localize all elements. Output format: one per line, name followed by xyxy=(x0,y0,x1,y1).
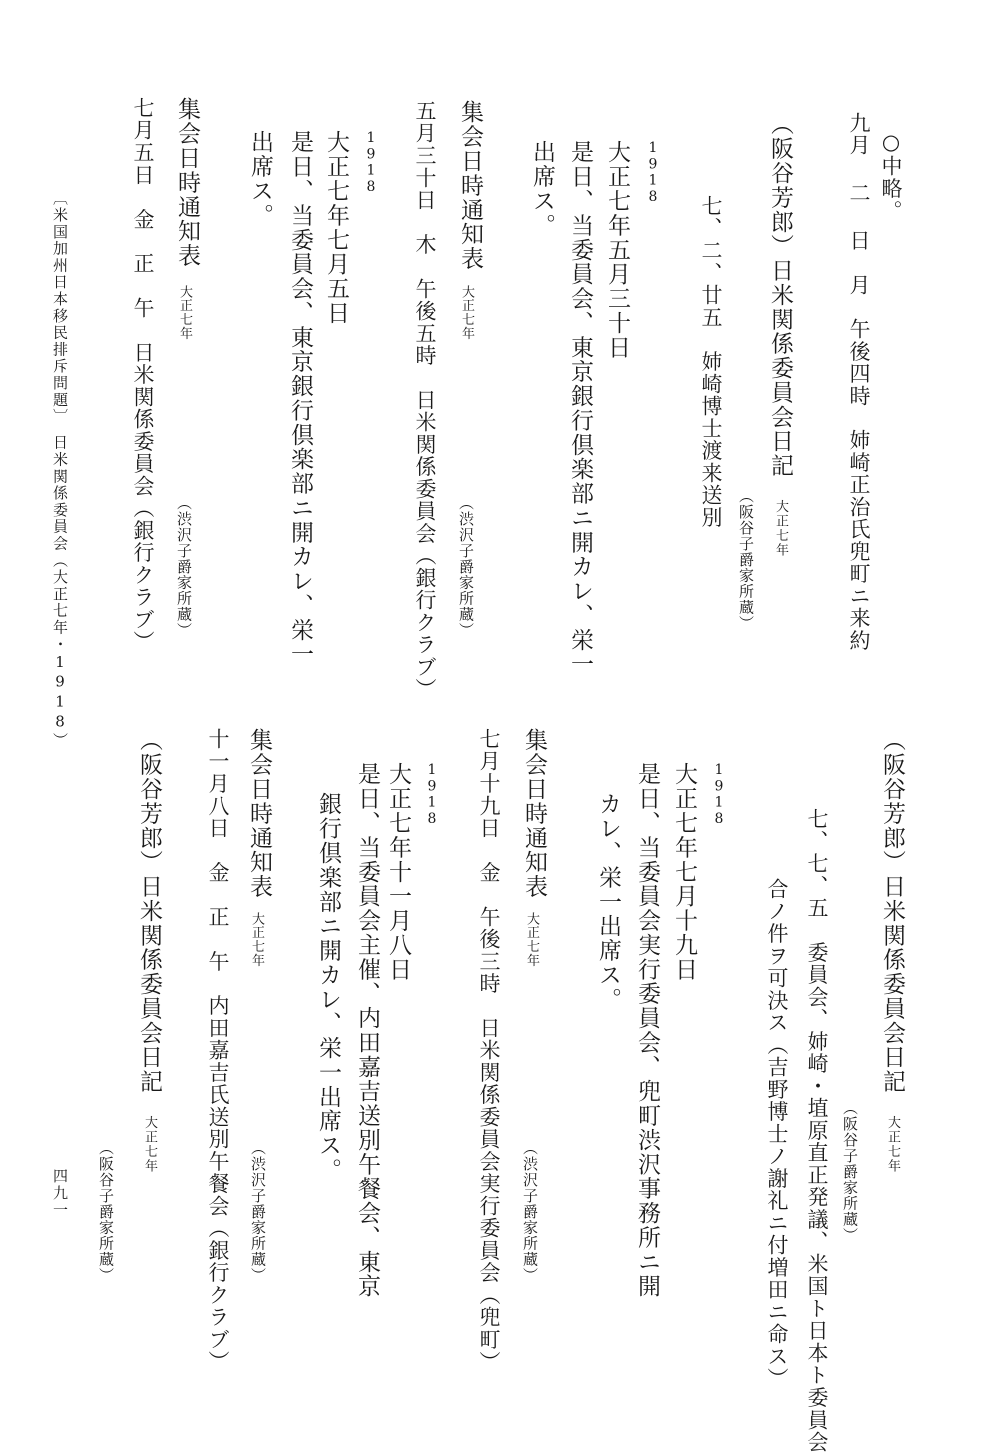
text: ○中略。 xyxy=(879,130,903,223)
time: 午後五時 xyxy=(413,277,437,367)
source: （阪谷子爵家所蔵） xyxy=(737,488,755,632)
date-heading: 大正七年五月三十日 xyxy=(604,140,630,360)
bottom-col-9 xyxy=(386,762,409,981)
date: 五月三十日 木 xyxy=(413,100,437,256)
year: 大正七年 xyxy=(524,912,539,968)
bottom-col-4 xyxy=(672,762,695,981)
source: （阪谷子爵家所蔵） xyxy=(97,1140,115,1284)
text: 姉崎正治氏兜町ニ来約 xyxy=(847,429,871,652)
top-col-13-year xyxy=(178,285,191,340)
top-col-10 xyxy=(324,130,347,325)
top-col-1 xyxy=(880,130,901,222)
bottom-col-11 xyxy=(316,792,339,1182)
bottom-col-9-year xyxy=(425,762,439,827)
diary-heading: （阪谷芳郎）日米関係委員会日記 xyxy=(879,728,905,1094)
top-col-3 xyxy=(768,112,791,557)
bottom-col-1-source xyxy=(842,1100,857,1243)
top-col-10-year xyxy=(364,130,378,195)
top-col-5 xyxy=(605,140,628,359)
year-number: 1918 xyxy=(424,762,440,828)
text: 是日、当委員会実行委員会、兜町渋沢事務所ニ開 xyxy=(634,762,660,1299)
date-heading: 大正七年十一月八日 xyxy=(385,762,411,982)
bottom-col-1 xyxy=(880,728,903,1173)
running-head xyxy=(52,190,67,749)
year: 大正七年 xyxy=(885,1115,900,1174)
bottom-col-4-year xyxy=(712,762,726,827)
bottom-col-5 xyxy=(635,762,658,1298)
top-col-13 xyxy=(175,97,198,268)
diary-heading: （阪谷芳郎）日米関係委員会日記 xyxy=(136,728,162,1094)
year: 大正七年 xyxy=(249,912,264,968)
date-heading: 大正七年七月十九日 xyxy=(671,762,697,982)
source: （渋沢子爵家所蔵） xyxy=(521,1140,539,1284)
top-col-3-source xyxy=(738,488,753,631)
top-col-6 xyxy=(568,140,591,676)
bottom-col-2 xyxy=(806,808,827,1453)
date: 七、七、五 xyxy=(805,808,829,920)
year-number: 1918 xyxy=(645,140,661,206)
text: 銀行倶楽部ニ開カレ、栄一出席ス。 xyxy=(315,792,341,1183)
date: 九月 二 日 月 xyxy=(847,112,871,297)
text: 日米関係委員会（銀行クラブ） xyxy=(131,341,155,653)
text: カレ、栄一出席ス。 xyxy=(595,792,621,1012)
text: 是日、当委員会、東京銀行倶楽部ニ開カレ、栄一 xyxy=(567,140,593,677)
page-number xyxy=(52,1168,67,1218)
date: 七月五日 金 xyxy=(131,97,155,231)
bottom-col-12-year xyxy=(250,912,263,967)
top-col-12 xyxy=(248,130,271,228)
top-col-8 xyxy=(458,100,481,271)
source: （阪谷子爵家所蔵） xyxy=(841,1100,859,1244)
top-col-13-source xyxy=(176,495,191,638)
date: 十一月八日 金 xyxy=(206,728,230,884)
notice-heading: 集会日時通知表 xyxy=(457,100,483,271)
bottom-col-6 xyxy=(596,792,619,1011)
text: 日米関係委員会（銀行クラブ） xyxy=(413,388,437,701)
bottom-col-14-source xyxy=(98,1140,113,1283)
top-col-8-year xyxy=(460,285,473,340)
top-col-7 xyxy=(530,140,553,238)
running-head-text: 〔米国加州日本移民排斥問題〕 日米関係委員会（大正七年・1918） xyxy=(51,190,69,749)
source: （渋沢子爵家所蔵） xyxy=(175,495,193,639)
page-number-text: 四九一 xyxy=(51,1168,69,1219)
top-col-14 xyxy=(132,97,153,653)
top-col-5-year xyxy=(646,140,660,205)
top-col-11 xyxy=(288,130,311,666)
bottom-col-3 xyxy=(766,878,787,1390)
text: 出席ス。 xyxy=(529,140,555,238)
notice-heading: 集会日時通知表 xyxy=(246,728,272,899)
time: 午後四時 xyxy=(847,318,871,408)
year: 大正七年 xyxy=(459,285,474,341)
source: （渋沢子爵家所蔵） xyxy=(249,1140,267,1284)
year: 大正七年 xyxy=(773,499,788,558)
time: 午後三時 xyxy=(477,905,501,995)
text: 出席ス。 xyxy=(247,130,273,228)
bottom-col-7-source xyxy=(522,1140,537,1283)
year: 大正七年 xyxy=(142,1115,157,1174)
date-heading: 大正七年七月五日 xyxy=(323,130,349,326)
year: 大正七年 xyxy=(177,285,192,341)
time: 正 午 xyxy=(206,905,230,973)
text: 是日、当委員会主催、内田嘉吉送別午餐会、東京 xyxy=(354,762,380,1299)
bottom-col-10 xyxy=(355,762,378,1298)
year-number: 1918 xyxy=(711,762,727,828)
top-col-4 xyxy=(700,195,721,529)
bottom-col-14 xyxy=(137,728,160,1173)
text: 日米関係委員会実行委員会（兜町） xyxy=(477,1016,501,1374)
diary-heading: （阪谷芳郎）日米関係委員会日記 xyxy=(767,112,793,478)
time: 正 午 xyxy=(131,252,155,320)
bottom-col-8 xyxy=(478,728,499,1373)
date: 七月十九日 金 xyxy=(477,728,501,884)
bottom-col-13 xyxy=(207,728,228,1373)
text: 内田嘉吉氏送別午餐会（銀行クラブ） xyxy=(206,994,230,1374)
text: 姉崎博士渡来送別 xyxy=(699,350,723,529)
bottom-col-7 xyxy=(522,728,545,899)
text: 委員会、姉崎・埴原直正発議、米国ト日本ト委員会 xyxy=(805,941,829,1453)
notice-heading: 集会日時通知表 xyxy=(174,97,200,268)
top-col-2 xyxy=(848,112,869,652)
text: 合ノ件ヲ可決ス（吉野博士ノ謝礼ニ付増田ニ命ス） xyxy=(765,878,789,1390)
date: 七、二、廿五 xyxy=(699,195,723,329)
top-col-9 xyxy=(414,100,435,701)
bottom-col-7-year xyxy=(525,912,538,967)
bottom-col-12-source xyxy=(250,1140,265,1283)
top-col-8-source xyxy=(458,495,473,638)
notice-heading: 集会日時通知表 xyxy=(521,728,547,899)
year-number: 1918 xyxy=(363,130,379,196)
source: （渋沢子爵家所蔵） xyxy=(457,495,475,639)
bottom-col-12 xyxy=(247,728,270,899)
text: 是日、当委員会、東京銀行倶楽部ニ開カレ、栄一 xyxy=(287,130,313,667)
